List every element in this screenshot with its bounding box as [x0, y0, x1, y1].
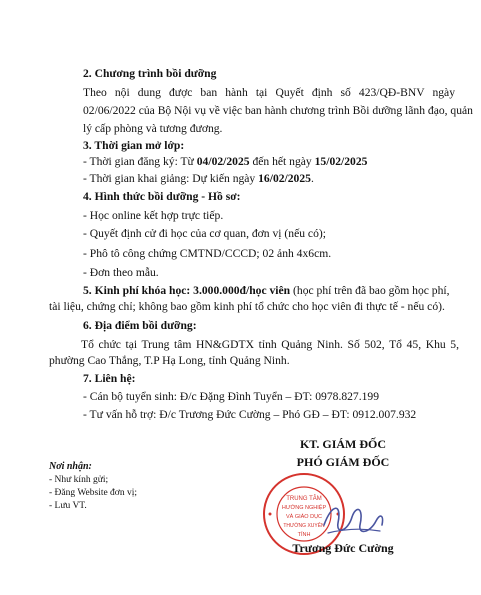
- registration-period: [83, 155, 455, 169]
- section-2-heading: 2. Chương trình bồi dưỡng: [83, 67, 217, 80]
- requirement-item: - Quyết định cử đi học của cơ quan, đơn vị (nếu có);: [83, 227, 326, 240]
- recipients-block: [49, 460, 137, 513]
- fee-note: (học phí trên đã bao gồm học phí,: [290, 284, 450, 297]
- section-2-line-2: 02/06/2022 của Bộ Nội vụ về việc ban hành chương trình Bồi dưỡng lãnh đạo, quản: [83, 104, 473, 117]
- registration-end-date: 15/02/2025: [314, 155, 368, 168]
- opening-label: - Thời gian khai giảng: Dự kiến ngày: [83, 172, 259, 185]
- opening-date: 16/02/2025: [258, 172, 311, 185]
- section-5-line-1: [83, 284, 455, 298]
- section-4-heading: 4. Hình thức bồi dưỡng - Hồ sơ:: [83, 190, 241, 203]
- requirement-item: - Đơn theo mẫu.: [83, 266, 159, 279]
- svg-text:TỈNH: TỈNH: [297, 532, 311, 538]
- handwritten-signature: [318, 495, 388, 545]
- section-2-line-3: lý cấp phòng và tương đương.: [83, 122, 223, 135]
- opening-suffix: .: [310, 172, 314, 185]
- recipient-item: - Như kính gửi;: [49, 475, 109, 485]
- recipient-item: - Lưu VT.: [49, 501, 87, 511]
- section-6-line-2: phường Cao Thắng, T.P Hạ Long, tỉnh Quảng Ninh.: [49, 354, 290, 367]
- signature-title-line-2: PHÓ GIÁM ĐỐC: [296, 455, 390, 469]
- section-5-line-2: tài liệu, chứng chỉ; không bao gồm kinh phí tổ chức cho học viên đi thực tế - nếu có).: [49, 300, 445, 313]
- section-2-line-1: Theo nội dung được ban hành tại Quyết định số 423/QĐ-BNV ngày: [83, 86, 455, 99]
- section-7-heading: 7. Liên hệ:: [83, 372, 136, 385]
- contact-enrollment: - Cán bộ tuyển sinh: Đ/c Đặng Đình Tuyển – ĐT: 0978.827.199: [83, 390, 380, 403]
- registration-connector: đến hết ngày: [249, 155, 315, 168]
- registration-start-date: 04/02/2025: [196, 155, 250, 168]
- requirement-item: - Phô tô công chứng CMTND/CCCD; 02 ảnh 4x6cm.: [83, 247, 332, 260]
- svg-text:VÀ GIÁO DỤC: VÀ GIÁO DỤC: [285, 514, 323, 520]
- contact-support: - Tư vấn hỗ trợ: Đ/c Trương Đức Cường – Phó GĐ – ĐT: 0912.007.932: [83, 408, 417, 421]
- svg-text:HƯỚNG NGHIỆP: HƯỚNG NGHIỆP: [281, 505, 327, 511]
- registration-label: - Thời gian đăng ký: Từ: [83, 155, 197, 168]
- section-5-heading: 5. Kinh phí khóa học: 3.000.000đ/học viên: [83, 284, 291, 297]
- svg-text:TRUNG TÂM: TRUNG TÂM: [286, 496, 322, 502]
- requirement-item: - Học online kết hợp trực tiếp.: [83, 209, 224, 222]
- section-3-heading: 3. Thời gian mở lớp:: [83, 139, 185, 152]
- recipient-item: - Đăng Website đơn vị;: [49, 488, 137, 498]
- signature-title-line-1: KT. GIÁM ĐỐC: [299, 437, 387, 451]
- signer-name: Trương Đức Cường: [292, 541, 394, 555]
- recipients-title: Nơi nhận:: [49, 461, 92, 472]
- section-6-heading: 6. Địa điểm bồi dưỡng:: [83, 319, 197, 332]
- svg-text:THƯỜNG XUYÊN: THƯỜNG XUYÊN: [283, 523, 325, 529]
- section-6-line-1: Tổ chức tại Trung tâm HN&GDTX tỉnh Quảng Ninh. Số 502, Tổ 45, Khu 5,: [81, 338, 459, 351]
- opening-date-line: [83, 172, 455, 186]
